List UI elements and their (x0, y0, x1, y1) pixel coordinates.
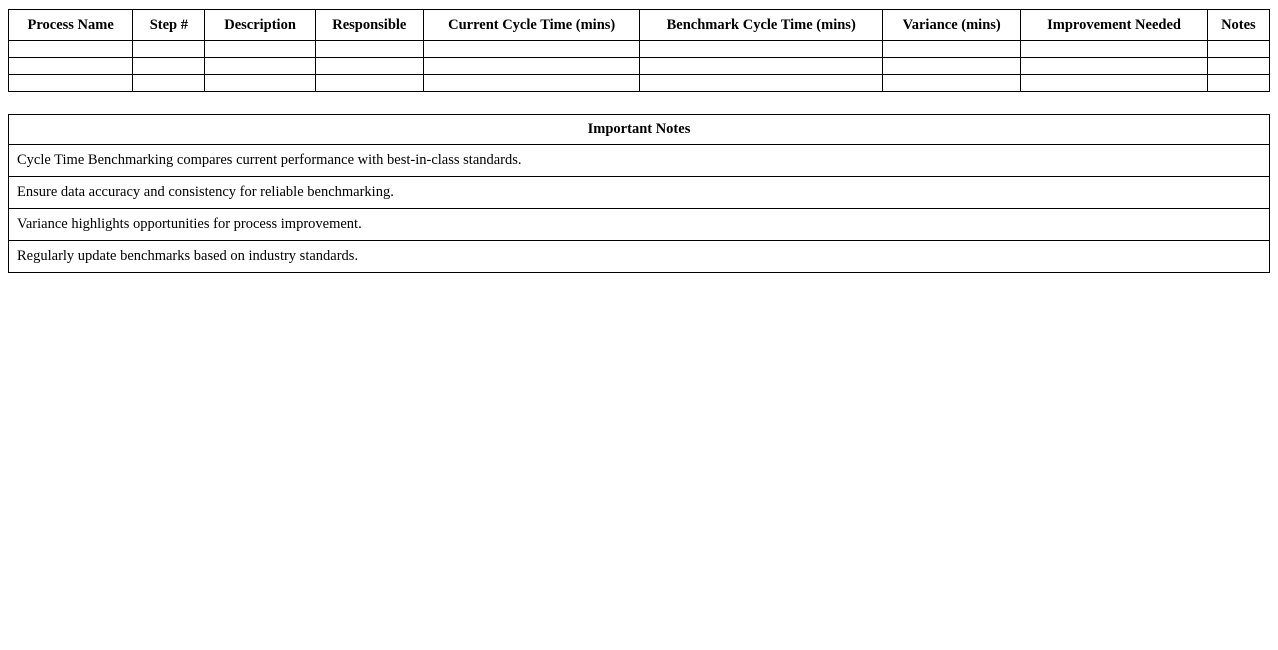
cell-step-number[interactable] (133, 75, 205, 92)
column-header-description: Description (205, 10, 315, 41)
cell-improvement-needed[interactable] (1021, 75, 1207, 92)
cell-description[interactable] (205, 58, 315, 75)
cell-description[interactable] (205, 75, 315, 92)
cell-notes[interactable] (1207, 41, 1269, 58)
cell-step-number[interactable] (133, 41, 205, 58)
column-header-step-number: Step # (133, 10, 205, 41)
cell-improvement-needed[interactable] (1021, 41, 1207, 58)
cell-process-name[interactable] (9, 41, 133, 58)
table-header-row (9, 10, 1270, 41)
notes-title: Important Notes (9, 115, 1270, 145)
column-header-process-name: Process Name (9, 10, 133, 41)
column-header-variance: Variance (mins) (883, 10, 1021, 41)
cell-improvement-needed[interactable] (1021, 58, 1207, 75)
notes-header-row (9, 115, 1270, 145)
cell-process-name[interactable] (9, 58, 133, 75)
note-text: Cycle Time Benchmarking compares current performance with best-in-class standards. (9, 145, 1270, 177)
column-header-benchmark-cycle-time: Benchmark Cycle Time (mins) (640, 10, 883, 41)
cell-process-name[interactable] (9, 75, 133, 92)
cell-step-number[interactable] (133, 58, 205, 75)
cell-responsible[interactable] (315, 58, 423, 75)
cycle-time-benchmarking-table (8, 9, 1270, 92)
cell-notes[interactable] (1207, 75, 1269, 92)
cell-benchmark-cycle-time[interactable] (640, 75, 883, 92)
column-header-current-cycle-time: Current Cycle Time (mins) (423, 10, 640, 41)
list-item (9, 145, 1270, 177)
column-header-improvement-needed: Improvement Needed (1021, 10, 1207, 41)
table-row (9, 75, 1270, 92)
cell-variance[interactable] (883, 58, 1021, 75)
cell-current-cycle-time[interactable] (423, 75, 640, 92)
important-notes-table (8, 114, 1270, 273)
column-header-responsible: Responsible (315, 10, 423, 41)
cell-responsible[interactable] (315, 75, 423, 92)
table-row (9, 58, 1270, 75)
cell-benchmark-cycle-time[interactable] (640, 58, 883, 75)
list-item (9, 241, 1270, 273)
list-item (9, 177, 1270, 209)
cell-responsible[interactable] (315, 41, 423, 58)
cell-variance[interactable] (883, 41, 1021, 58)
column-header-notes: Notes (1207, 10, 1269, 41)
cell-description[interactable] (205, 41, 315, 58)
note-text: Variance highlights opportunities for process improvement. (9, 209, 1270, 241)
cell-benchmark-cycle-time[interactable] (640, 41, 883, 58)
note-text: Ensure data accuracy and consistency for reliable benchmarking. (9, 177, 1270, 209)
list-item (9, 209, 1270, 241)
note-text: Regularly update benchmarks based on industry standards. (9, 241, 1270, 273)
table-spacer (8, 92, 1270, 114)
table-row (9, 41, 1270, 58)
cell-variance[interactable] (883, 75, 1021, 92)
cell-current-cycle-time[interactable] (423, 41, 640, 58)
cell-notes[interactable] (1207, 58, 1269, 75)
cell-current-cycle-time[interactable] (423, 58, 640, 75)
